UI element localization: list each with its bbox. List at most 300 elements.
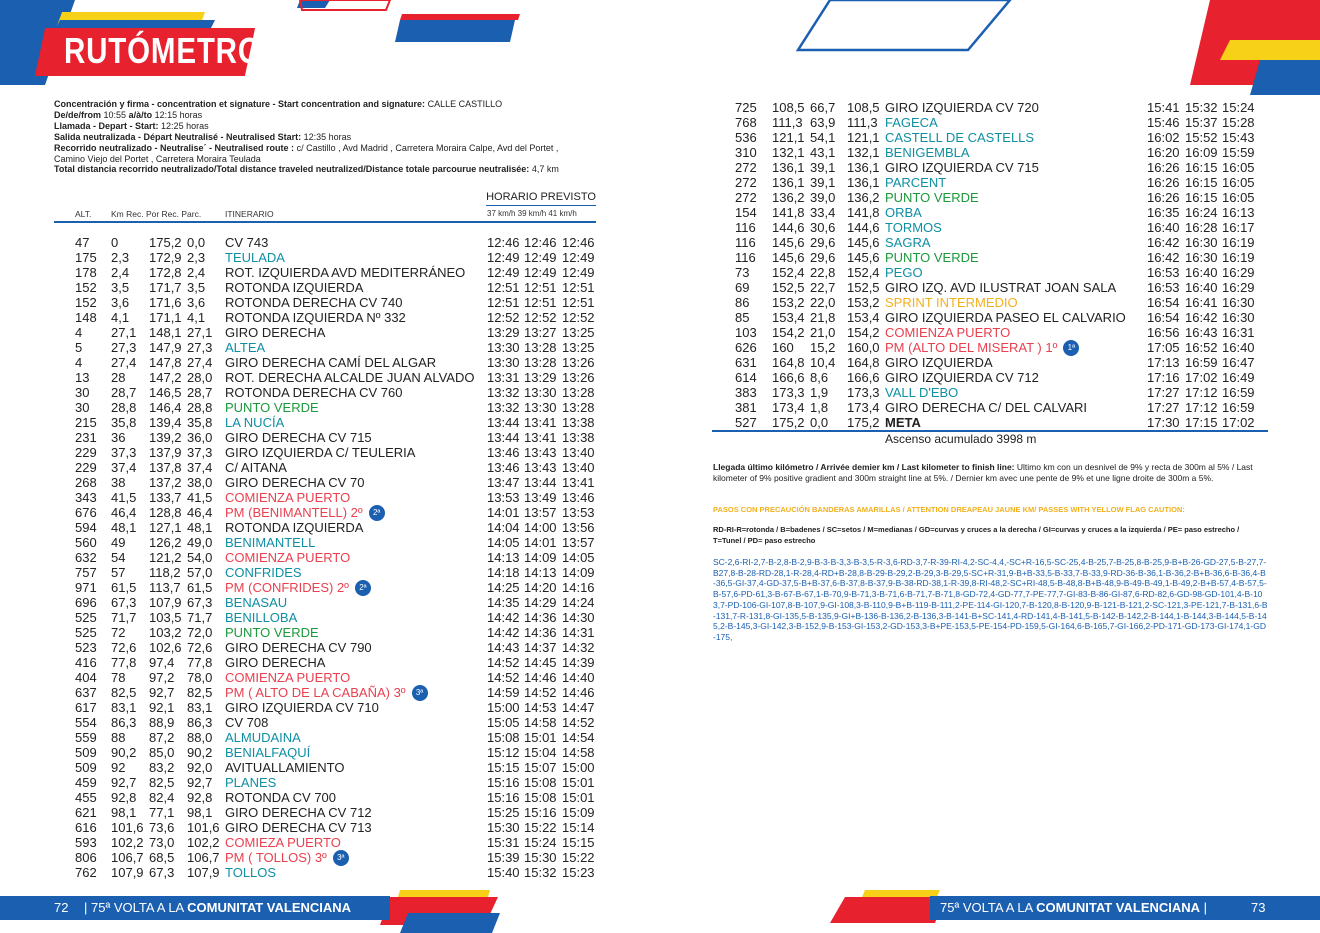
time-39-cell: 15:30 [524, 850, 557, 865]
remaining-cell: 0,0 [810, 415, 829, 430]
itinerary-cell: GIRO DERECHA CV 712 [225, 805, 372, 820]
time-39-cell: 13:27 [524, 325, 557, 340]
alt-cell: 806 [75, 850, 97, 865]
itinerary-cell: C/ AITANA [225, 460, 287, 475]
time-41-cell: 15:24 [1222, 100, 1255, 115]
time-37-cell: 16:53 [1147, 280, 1180, 295]
alt-cell: 621 [75, 805, 97, 820]
time-39-cell: 13:43 [524, 460, 557, 475]
alt-cell: 631 [735, 355, 757, 370]
time-39-cell: 13:28 [524, 355, 557, 370]
time-39-cell: 16:52 [1185, 340, 1218, 355]
partial-cell: 92,7 [187, 775, 213, 790]
time-41-cell: 12:49 [562, 250, 595, 265]
alt-cell: 416 [75, 655, 97, 670]
time-37-cell: 15:08 [487, 730, 520, 745]
km-cell: 98,1 [111, 805, 137, 820]
partial-cell: 2,3 [187, 250, 206, 265]
itinerary-cell: GIRO DERECHA CV 715 [225, 430, 372, 445]
km-cell: 154,2 [772, 325, 805, 340]
alt-cell: 30 [75, 400, 90, 415]
remaining-cell: 33,4 [810, 205, 836, 220]
remaining-cell: 85,0 [149, 745, 175, 760]
time-37-cell: 13:32 [487, 400, 520, 415]
alt-cell: 154 [735, 205, 757, 220]
time-39-cell: 14:52 [524, 685, 557, 700]
time-37-cell: 13:29 [487, 325, 520, 340]
table-row [0, 265, 1320, 280]
alt-cell: 272 [735, 190, 757, 205]
partial-cell: 101,6 [187, 820, 220, 835]
page-title: RUTÓMETRO [64, 30, 262, 71]
remaining-cell: 139,2 [149, 430, 182, 445]
schedule-header: HORARIO PREVISTO [486, 191, 596, 203]
partial-cell: 57,0 [187, 565, 213, 580]
remaining-cell: 22,0 [810, 295, 836, 310]
alt-cell: 383 [735, 385, 757, 400]
table-row [0, 145, 1320, 160]
time-39-cell: 15:24 [524, 835, 557, 850]
time-39-cell: 12:51 [524, 295, 557, 310]
table-row [0, 400, 1320, 415]
alt-cell: 272 [735, 160, 757, 175]
table-row [0, 445, 660, 460]
time-41-cell: 12:49 [562, 265, 595, 280]
remaining-cell: 73,0 [149, 835, 175, 850]
partial-cell: 28,0 [187, 370, 213, 385]
alt-cell: 617 [75, 700, 97, 715]
itinerary-cell: COMIENZA PUERTO [885, 325, 1011, 340]
alt-cell: 560 [75, 535, 97, 550]
alt-cell: 13 [75, 370, 90, 385]
time-41-cell: 13:25 [562, 325, 595, 340]
km-cell: 28 [111, 370, 126, 385]
partial-cell: 144,6 [847, 220, 880, 235]
km-cell: 92,8 [111, 790, 137, 805]
time-41-cell: 16:19 [1222, 250, 1255, 265]
time-37-cell: 14:52 [487, 670, 520, 685]
partial-cell: 27,3 [187, 340, 213, 355]
table-row [0, 460, 660, 475]
alt-cell: 725 [735, 100, 757, 115]
time-39-cell: 14:58 [524, 715, 557, 730]
alt-cell: 637 [75, 685, 97, 700]
alt-cell: 525 [75, 610, 97, 625]
time-37-cell: 14:43 [487, 640, 520, 655]
time-39-cell: 16:09 [1185, 145, 1218, 160]
itinerary-cell: CV 743 [225, 235, 269, 250]
time-37-cell: 17:05 [1147, 340, 1180, 355]
table-row [0, 655, 660, 670]
time-39-cell: 14:36 [524, 625, 557, 640]
table-row [0, 850, 660, 865]
remaining-cell: 8,6 [810, 370, 829, 385]
km-cell: 41,5 [111, 490, 137, 505]
partial-cell: 3,5 [187, 280, 206, 295]
time-39-cell: 16:30 [1185, 235, 1218, 250]
table-row [0, 220, 1320, 235]
remaining-cell: 54,1 [810, 130, 836, 145]
remaining-cell: 137,2 [149, 475, 182, 490]
partial-cell: 102,2 [187, 835, 220, 850]
time-41-cell: 15:14 [562, 820, 595, 835]
km-cell: 92,7 [111, 775, 137, 790]
time-41-cell: 12:46 [562, 235, 595, 250]
remaining-cell: 147,2 [149, 370, 182, 385]
time-39-cell: 13:41 [524, 415, 557, 430]
time-37-cell: 16:42 [1147, 250, 1180, 265]
itinerary-cell: ROT. DERECHA ALCALDE JUAN ALVADO [225, 370, 475, 385]
itinerary-cell: GIRO IZQUIERDA PASEO EL CALVARIO [885, 310, 1126, 325]
time-39-cell: 15:16 [524, 805, 557, 820]
km-cell: 3,5 [111, 280, 130, 295]
remaining-cell: 121,2 [149, 550, 182, 565]
itinerary-cell: SPRINT INTERMEDIO [885, 295, 1018, 310]
km-cell: 166,6 [772, 370, 805, 385]
time-41-cell: 16:05 [1222, 160, 1255, 175]
remaining-cell: 172,9 [149, 250, 182, 265]
partial-cell: 132,1 [847, 145, 880, 160]
partial-cell: 136,1 [847, 160, 880, 175]
time-39-cell: 14:09 [524, 550, 557, 565]
itinerary-cell: PM ( ALTO DE LA CABAÑA) 3º 3ª [225, 685, 406, 700]
mountain-category-icon: 1ª [1063, 340, 1079, 356]
time-37-cell: 15:46 [1147, 115, 1180, 130]
km-cell: 111,3 [772, 115, 803, 130]
partial-cell: 4,1 [187, 310, 206, 325]
time-41-cell: 13:41 [562, 475, 595, 490]
remaining-cell: 73,6 [149, 820, 175, 835]
partial-cell: 166,6 [847, 370, 880, 385]
time-37-cell: 16:56 [1147, 325, 1180, 340]
partial-cell: 111,3 [847, 115, 878, 130]
time-39-cell: 13:29 [524, 370, 557, 385]
itinerary-cell: ROTONDA IZQUIERDA Nº 332 [225, 310, 406, 325]
time-37-cell: 16:20 [1147, 145, 1180, 160]
itinerary-cell: GIRO DERECHA CAMÍ DEL ALGAR [225, 355, 437, 370]
itinerary-cell: PM (BENIMANTELL) 2º 2ª [225, 505, 363, 520]
itinerary-cell: GIRO IZQ. AVD ILUSTRAT JOAN SALA [885, 280, 1117, 295]
table-row [0, 820, 660, 835]
start-info: Concentración y firma - concentration et signature - Start concentration and signature: CALLE CASTILLO De/de/from 10:55 a/à/to 12:15 horas Llamada - Depart - Start: 12:25 horas Salida neutralizada - Départ Neutralisé - Neutralised Start: 12:35 horas Recorrido neutralizado - Neutralise´ - Neutralised route : c/ Castillo , Avd Madrid , Carretera Moraira Calpe, Avd del Portet , Camino Viejo del Portet , Carretera Moraira Teulada Total distancia recorrido neutralizado/Total distance traveled neutralized/Distance totale parcourue neutralisée: 4,7 km [54, 99, 559, 175]
time-39-cell: 13:57 [524, 505, 557, 520]
alt-cell: 762 [75, 865, 97, 880]
km-cell: 48,1 [111, 520, 137, 535]
remaining-cell: 175,2 [149, 235, 182, 250]
time-39-cell: 13:44 [524, 475, 557, 490]
km-cell: 101,6 [111, 820, 144, 835]
time-41-cell: 14:30 [562, 610, 595, 625]
itinerary-cell: SAGRA [885, 235, 931, 250]
km-cell: 86,3 [111, 715, 137, 730]
km-cell: 28,7 [111, 385, 137, 400]
km-cell: 108,5 [772, 100, 805, 115]
alt-cell: 381 [735, 400, 757, 415]
km-cell: 71,7 [111, 610, 137, 625]
caution-codes: SC-2,6-RI-2,7-B-2,8-B-2,9-B-3-B-3,3-B-3,5-R-3,6-RD-3,7-R-39-RI-4,2-SC-4,4,-SC+R-16,5-SC-25,4-B-25,7-B-25,8-B-25,9-B+B-26-GD-27,5-B-27,7-B27,8-B-28-RD-28,1-R-28,4-RD+B-28,8-B-29-B-29,2-B-29,3-B-29,5-SC+R-31,9-B+B-33,5-B-33,7-B-33,9-RD-36-B-36,1-B-36,2-B+B-36,6-B-36,4-B-36,5-GI-37,4-GD-37,5-B+B-37,6-B-37,8-B-37,9-B-38-RD-38,1-R-39,8-RI-48,2-SC+RI-48,5-B-48,8-B+B-48,9-B-49-B-49,1-B-49,2-B+B-57,4-B-57,5-B-57,6-PD-61,3-B-67-B-67,1-B-70,9-B-71,3-B-71,6-B-71,7-B-71,8-GD-72,4-GD-77,7-PE-77,7-GI-83-B-86-GI-87,6-RD-82,6-GD-98-GD-101,4-B-103,7-PD-106-GI-107,8-B-107,9-GI-108,3-B-110,9-B+B-119-B-111,2-PE-114-GI-120,7-B-120,8-B-120,9-B-121-B-121,2-SC-121,3-PE-121,7-B-131,6-B-131,7-R-131,8-GI-135,5-B-135,9-GI+B-136-B-136,2-B-136,3-B-141-B+SC-141,4-RD-141,4-B-141,5-B-142-B-142,2-B-144,1-B-144,3-B-144,5-B-145,2-B-145,3-GI-142,3-B-152,9-B-153-GI-153,2-GD-153,3-B+PE-153,5-PE-154-PD-159,5-GI-164,6-B-165,7-GI-166,2-PD-171-GD-173-GI-174,1-GD-175, [713, 557, 1268, 642]
time-41-cell: 13:56 [562, 520, 595, 535]
alt-cell: 559 [75, 730, 97, 745]
km-cell: 61,5 [111, 580, 137, 595]
partial-cell: 152,4 [847, 265, 880, 280]
time-41-cell: 14:05 [562, 550, 595, 565]
time-39-cell: 15:08 [524, 790, 557, 805]
remaining-cell: 133,7 [149, 490, 182, 505]
time-41-cell: 15:22 [562, 850, 595, 865]
alt-cell: 229 [75, 460, 97, 475]
alt-cell: 527 [735, 415, 757, 430]
time-41-cell: 15:23 [562, 865, 595, 880]
col-alt-header: ALT. [75, 209, 92, 219]
km-cell: 102,2 [111, 835, 144, 850]
km-cell: 82,5 [111, 685, 137, 700]
yellow-flag-title: PASOS CON PRECAUCIÓN BANDERAS AMARILLAS / ATTENTION DREAPEAU JAUNE KM/ PASSES WITH YELLOW FLAG CAUTION: [713, 505, 1185, 514]
remaining-cell: 21,0 [810, 325, 836, 340]
table-row [0, 520, 660, 535]
table-row [0, 160, 1320, 175]
alt-cell: 455 [75, 790, 97, 805]
itinerary-cell: META [885, 415, 921, 430]
remaining-cell: 15,2 [810, 340, 836, 355]
partial-cell: 46,4 [187, 505, 213, 520]
alt-cell: 757 [75, 565, 97, 580]
partial-cell: 72,0 [187, 625, 213, 640]
km-cell: 136,2 [772, 190, 805, 205]
time-39-cell: 13:28 [524, 340, 557, 355]
time-37-cell: 13:47 [487, 475, 520, 490]
page-number-left: 72 [54, 900, 69, 915]
remaining-cell: 137,8 [149, 460, 182, 475]
alt-cell: 509 [75, 760, 97, 775]
itinerary-cell: VALL D'EBO [885, 385, 959, 400]
remaining-cell: 10,4 [810, 355, 836, 370]
time-41-cell: 14:54 [562, 730, 595, 745]
remaining-cell: 39,1 [810, 175, 836, 190]
partial-cell: 72,6 [187, 640, 213, 655]
alt-cell: 593 [75, 835, 97, 850]
itinerary-cell: ROTONDA IZQUIERDA [225, 280, 364, 295]
time-37-cell: 16:42 [1147, 235, 1180, 250]
time-41-cell: 13:53 [562, 505, 595, 520]
remaining-cell: 29,6 [810, 250, 836, 265]
time-41-cell: 15:59 [1222, 145, 1255, 160]
time-41-cell: 13:28 [562, 385, 595, 400]
table-row [0, 535, 660, 550]
remaining-cell: 92,7 [149, 685, 175, 700]
remaining-cell: 171,7 [149, 280, 182, 295]
km-cell: 132,1 [772, 145, 805, 160]
time-41-cell: 16:13 [1222, 205, 1255, 220]
itinerary-cell: PLANES [225, 775, 277, 790]
itinerary-cell: GIRO IZQUIERDA CV 712 [885, 370, 1039, 385]
itinerary-cell: PEGO [885, 265, 923, 280]
alt-cell: 86 [735, 295, 750, 310]
alt-cell: 30 [75, 385, 90, 400]
partial-cell: 98,1 [187, 805, 213, 820]
alt-cell: 229 [75, 445, 97, 460]
partial-cell: 3,6 [187, 295, 206, 310]
alt-cell: 4 [75, 325, 83, 340]
partial-cell: 153,2 [847, 295, 880, 310]
time-41-cell: 16:49 [1222, 370, 1255, 385]
time-39-cell: 13:41 [524, 430, 557, 445]
alt-cell: 594 [75, 520, 97, 535]
remaining-cell: 68,5 [149, 850, 175, 865]
decor-top-center-left [290, 0, 530, 50]
alt-cell: 152 [75, 295, 97, 310]
remaining-cell: 103,5 [149, 610, 182, 625]
partial-cell: 28,8 [187, 400, 213, 415]
time-39-cell: 14:00 [524, 520, 557, 535]
itinerary-cell: GIRO IZQUIERDA C/ TEULERIA [225, 445, 416, 460]
itinerary-cell: GIRO DERECHA CV 790 [225, 640, 372, 655]
table-row [0, 730, 660, 745]
last-km-note: Llegada último kilómetro / Arrivée demier km / Last kilometer to finish line: Ultimo km con un desnivel de 9% y recta de 300m al 5% / Last kilometer of 9% positive gradient and 300m straight line at 5%. / Dernier km avec une pente de 9% et une ligne droite de 300m a 5%. [713, 462, 1253, 483]
time-39-cell: 15:08 [524, 775, 557, 790]
time-37-cell: 14:52 [487, 655, 520, 670]
table-row [0, 865, 660, 880]
time-39-cell: 13:49 [524, 490, 557, 505]
table-row [0, 325, 1320, 340]
km-cell: 67,3 [111, 595, 137, 610]
remaining-cell: 1,8 [810, 400, 829, 415]
time-41-cell: 13:46 [562, 490, 595, 505]
table-row [0, 640, 660, 655]
partial-cell: 27,1 [187, 325, 213, 340]
itinerary-cell: PM (ALTO DEL MISERAT ) 1º 1ª [885, 340, 1057, 355]
table-row [0, 805, 660, 820]
time-37-cell: 14:42 [487, 610, 520, 625]
km-cell: 35,8 [111, 415, 137, 430]
table-row [0, 430, 660, 445]
remaining-cell: 21,8 [810, 310, 836, 325]
time-41-cell: 16:30 [1222, 295, 1255, 310]
time-41-cell: 15:28 [1222, 115, 1255, 130]
partial-cell: 2,4 [187, 265, 206, 280]
time-41-cell: 14:09 [562, 565, 595, 580]
partial-cell: 108,5 [847, 100, 880, 115]
km-cell: 78 [111, 670, 126, 685]
time-41-cell: 16:59 [1222, 400, 1255, 415]
time-39-cell: 16:28 [1185, 220, 1218, 235]
table-row [0, 715, 660, 730]
partial-cell: 136,2 [847, 190, 880, 205]
time-41-cell: 12:52 [562, 310, 595, 325]
time-37-cell: 17:27 [1147, 385, 1180, 400]
table-row [0, 355, 1320, 370]
partial-cell: 92,0 [187, 760, 213, 775]
partial-cell: 152,5 [847, 280, 880, 295]
km-cell: 136,1 [772, 175, 805, 190]
km-cell: 4,1 [111, 310, 130, 325]
mountain-category-icon: 2ª [369, 505, 385, 521]
page-number-right: 73 [1251, 900, 1266, 915]
time-37-cell: 14:05 [487, 535, 520, 550]
itinerary-cell: GIRO IZQUIERDA [885, 355, 993, 370]
time-39-cell: 14:45 [524, 655, 557, 670]
remaining-cell: 22,8 [810, 265, 836, 280]
itinerary-cell: FAGECA [885, 115, 938, 130]
time-39-cell: 15:22 [524, 820, 557, 835]
remaining-cell: 66,7 [810, 100, 836, 115]
partial-cell: 153,4 [847, 310, 880, 325]
itinerary-cell: LA NUCÍA [225, 415, 285, 430]
km-cell: 49 [111, 535, 126, 550]
remaining-cell: 148,1 [149, 325, 182, 340]
itinerary-cell: BENIMANTELL [225, 535, 316, 550]
alt-cell: 116 [735, 235, 756, 250]
partial-cell: 61,5 [187, 580, 213, 595]
time-37-cell: 14:25 [487, 580, 520, 595]
table-row [0, 280, 1320, 295]
alt-cell: 116 [735, 250, 756, 265]
time-37-cell: 15:31 [487, 835, 520, 850]
alt-cell: 536 [735, 130, 757, 145]
km-cell: 27,3 [111, 340, 137, 355]
time-37-cell: 13:32 [487, 385, 520, 400]
itinerary-cell: PM (CONFRIDES) 2º 2ª [225, 580, 349, 595]
remaining-cell: 147,8 [149, 355, 182, 370]
time-37-cell: 17:13 [1147, 355, 1180, 370]
alt-cell: 554 [75, 715, 97, 730]
remaining-cell: 171,6 [149, 295, 182, 310]
time-37-cell: 15:12 [487, 745, 520, 760]
km-cell: 153,4 [772, 310, 805, 325]
time-39-cell: 16:43 [1185, 325, 1218, 340]
alt-cell: 5 [75, 340, 83, 355]
alt-cell: 459 [75, 775, 97, 790]
col-speeds-header: 37 km/h 39 km/h 41 km/h [487, 209, 577, 218]
km-cell: 173,4 [772, 400, 805, 415]
time-41-cell: 16:47 [1222, 355, 1255, 370]
alt-cell: 47 [75, 235, 90, 250]
km-cell: 2,4 [111, 265, 130, 280]
time-41-cell: 16:59 [1222, 385, 1255, 400]
table-row [0, 505, 660, 520]
time-41-cell: 16:05 [1222, 190, 1255, 205]
alt-cell: 272 [735, 175, 757, 190]
partial-cell: 83,1 [187, 700, 213, 715]
table-row [0, 790, 660, 805]
km-cell: 152,5 [772, 280, 805, 295]
time-37-cell: 16:02 [1147, 130, 1180, 145]
itinerary-cell: ROTONDA IZQUIERDA [225, 520, 364, 535]
itinerary-cell: PUNTO VERDE [225, 400, 319, 415]
time-37-cell: 16:26 [1147, 175, 1180, 190]
alt-cell: 525 [75, 625, 97, 640]
time-39-cell: 14:29 [524, 595, 557, 610]
itinerary-cell: PARCENT [885, 175, 947, 190]
time-37-cell: 15:15 [487, 760, 520, 775]
km-cell: 153,2 [772, 295, 805, 310]
decor-bottom-left [380, 885, 500, 933]
time-37-cell: 17:30 [1147, 415, 1180, 430]
remaining-cell: 171,1 [149, 310, 182, 325]
km-cell: 38 [111, 475, 126, 490]
time-39-cell: 15:52 [1185, 130, 1218, 145]
time-41-cell: 17:02 [1222, 415, 1255, 430]
time-37-cell: 14:04 [487, 520, 520, 535]
time-39-cell: 14:01 [524, 535, 557, 550]
km-cell: 106,7 [111, 850, 144, 865]
partial-cell: 82,5 [187, 685, 213, 700]
remaining-cell: 97,4 [149, 655, 175, 670]
time-37-cell: 14:18 [487, 565, 520, 580]
partial-cell: 164,8 [847, 355, 880, 370]
time-41-cell: 13:25 [562, 340, 595, 355]
table-row [0, 775, 660, 790]
alt-cell: 73 [735, 265, 750, 280]
